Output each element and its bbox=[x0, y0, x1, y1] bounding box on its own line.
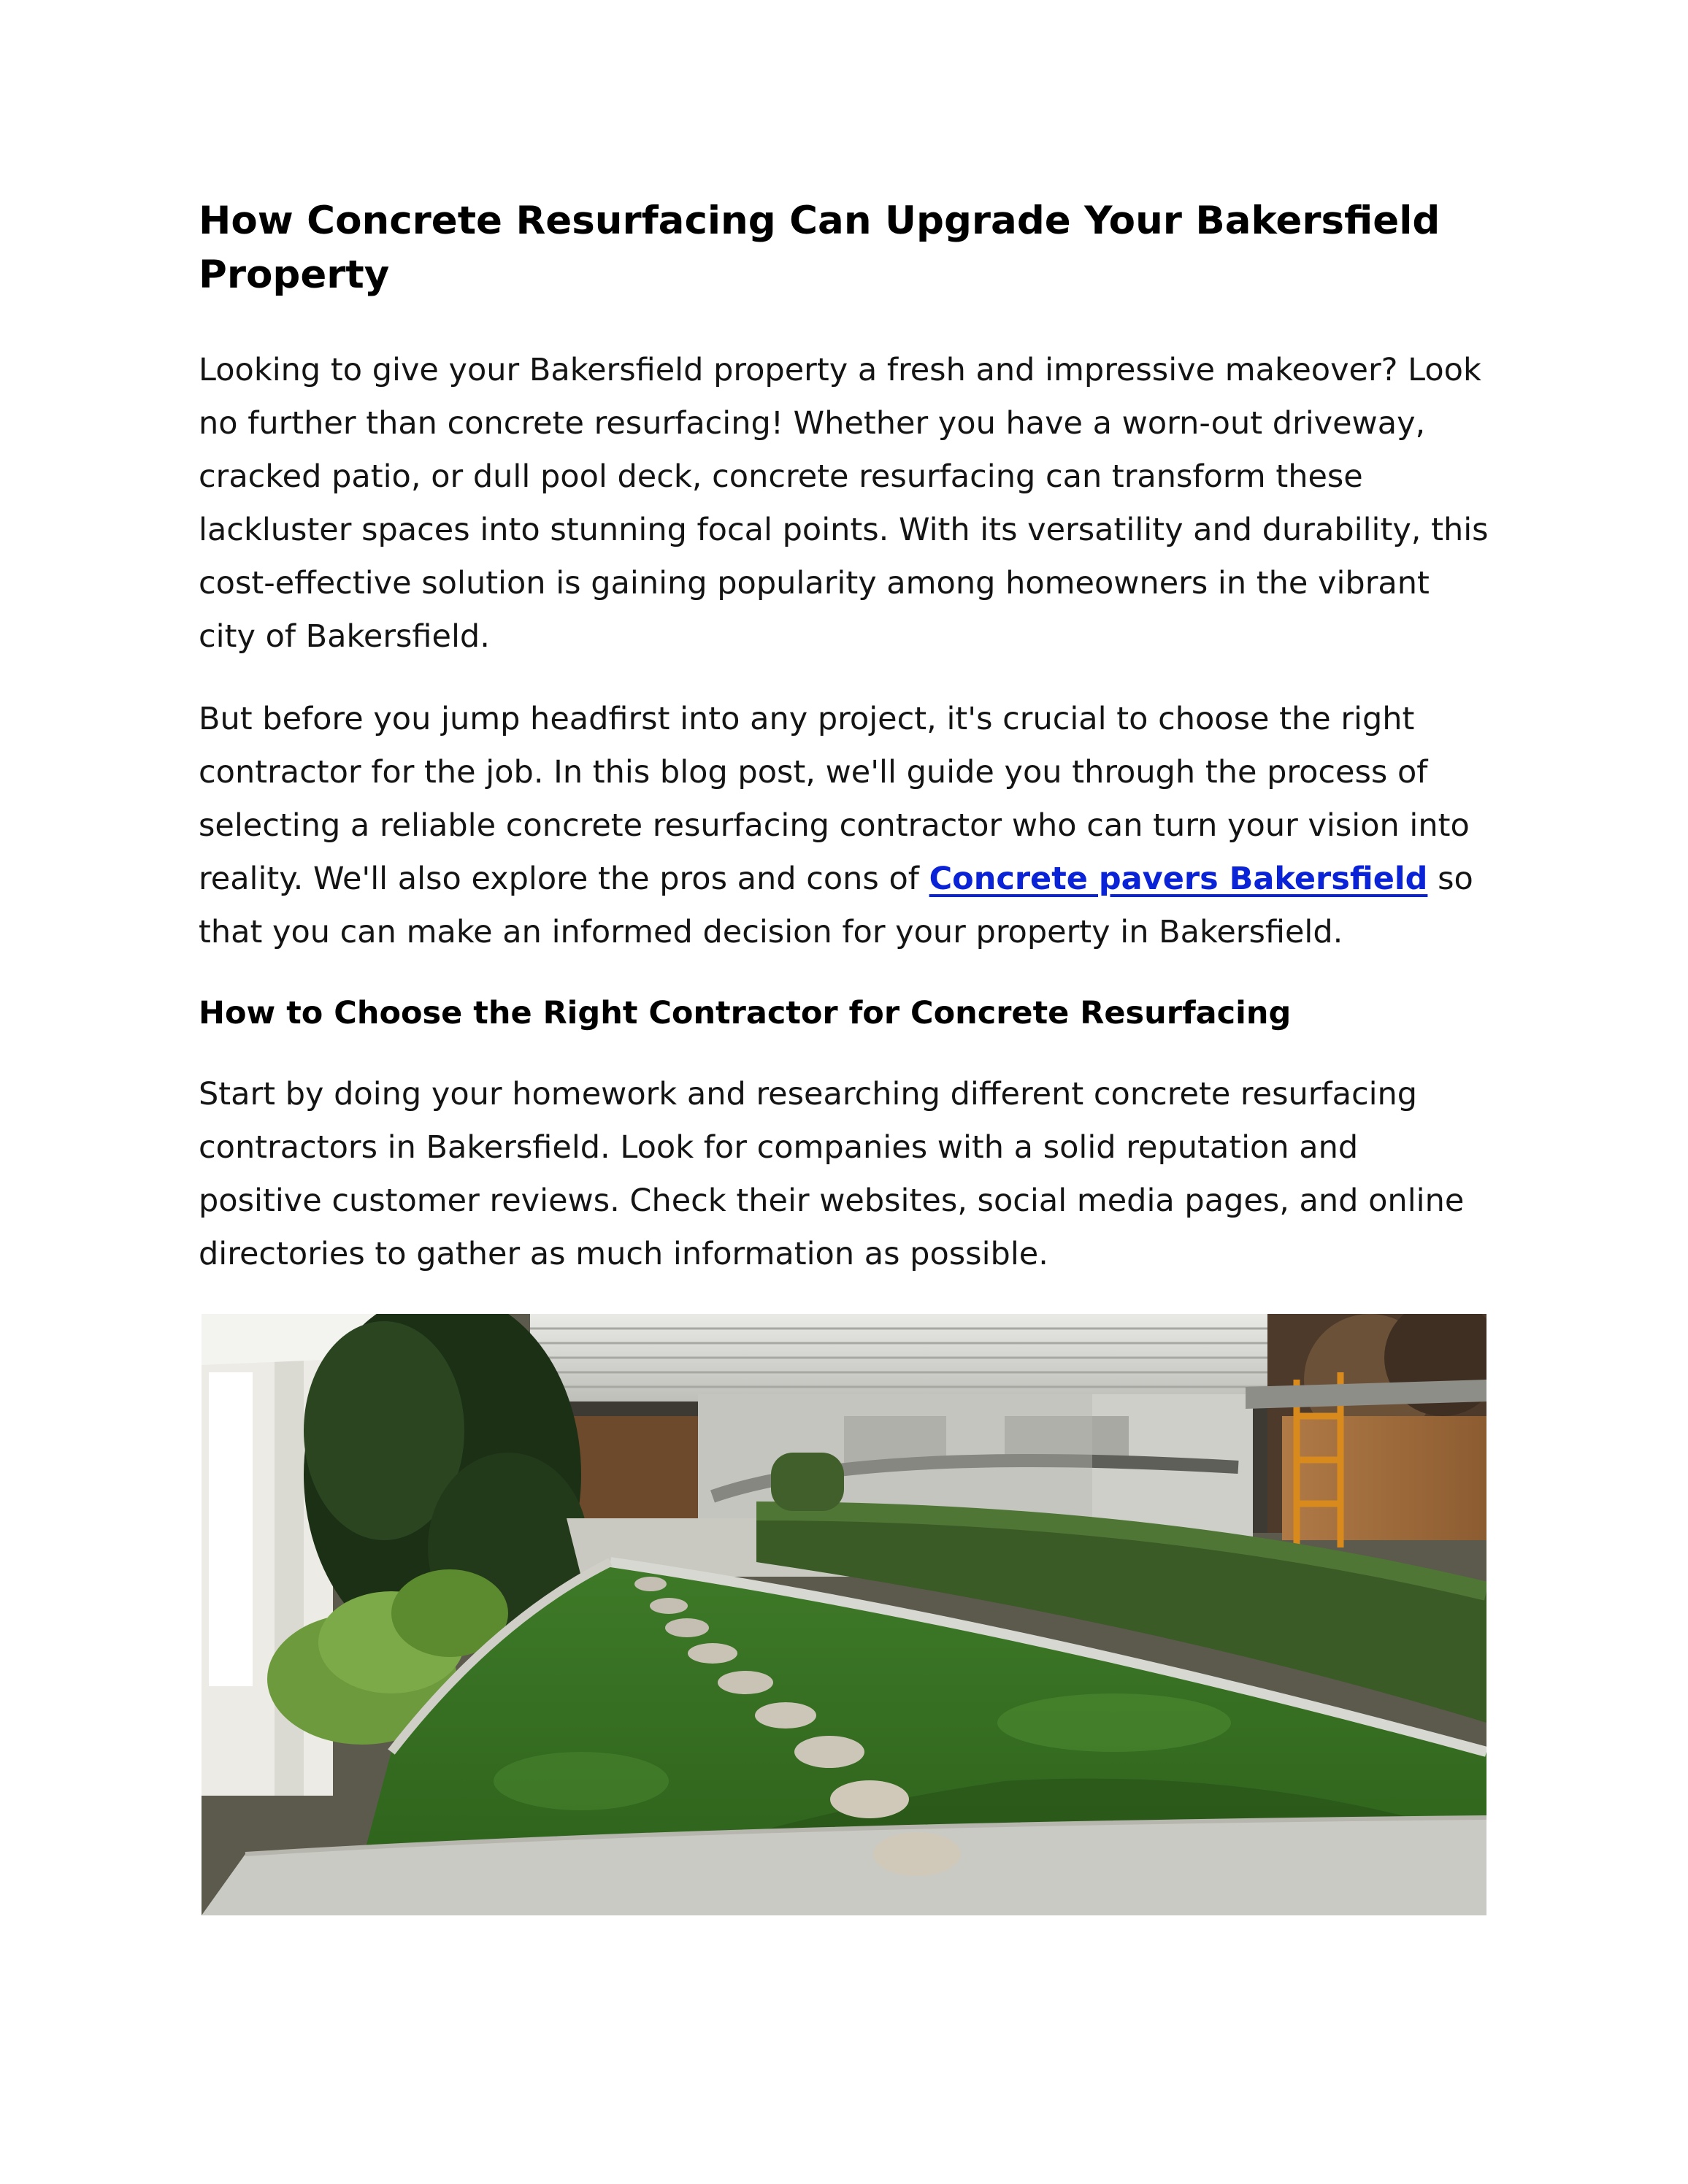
section-heading: How to Choose the Right Contractor for Concrete Resurfacing bbox=[199, 995, 1292, 1032]
second-paragraph-text-after-link: so that you can make an informed decision for your property in Bakersfield. bbox=[199, 861, 1473, 951]
backyard-photo bbox=[202, 1314, 1486, 1915]
section-paragraph: Start by doing your homework and researching different concrete resurfacing contractors in Bakersfield. Look for companies with a solid reputation and positive customer reviews. Check their websites, social media pages, and online directories to gather as much information as possible. bbox=[199, 1076, 1465, 1273]
backyard-photo-illustration bbox=[202, 1314, 1486, 1915]
second-paragraph-text-before-link: But before you jump headfirst into any project, it's crucial to choose the right contractor for the job. In this blog post, we'll guide you through the process of selecting a reliable concrete resurfacing contractor who can turn your vision into reality. We'll also explore the pros and cons of bbox=[199, 701, 1470, 898]
document-page bbox=[199, 194, 1491, 1281]
concrete-pavers-link[interactable]: Concrete pavers Bakersfield bbox=[929, 861, 1428, 898]
second-paragraph bbox=[199, 693, 1491, 959]
article-title: How Concrete Resurfacing Can Upgrade Your Bakersfield Property bbox=[199, 199, 1440, 298]
intro-paragraph: Looking to give your Bakersfield property a fresh and impressive makeover? Look no further than concrete resurfacing! Whether you have a worn-out driveway, cracked patio, or dull pool deck, concrete resurfacing can transform these lackluster spaces into stunning focal points. With its versatility and durability, this cost-effective solution is gaining popularity among homeowners in the vibrant city of Bakersfield. bbox=[199, 352, 1489, 655]
